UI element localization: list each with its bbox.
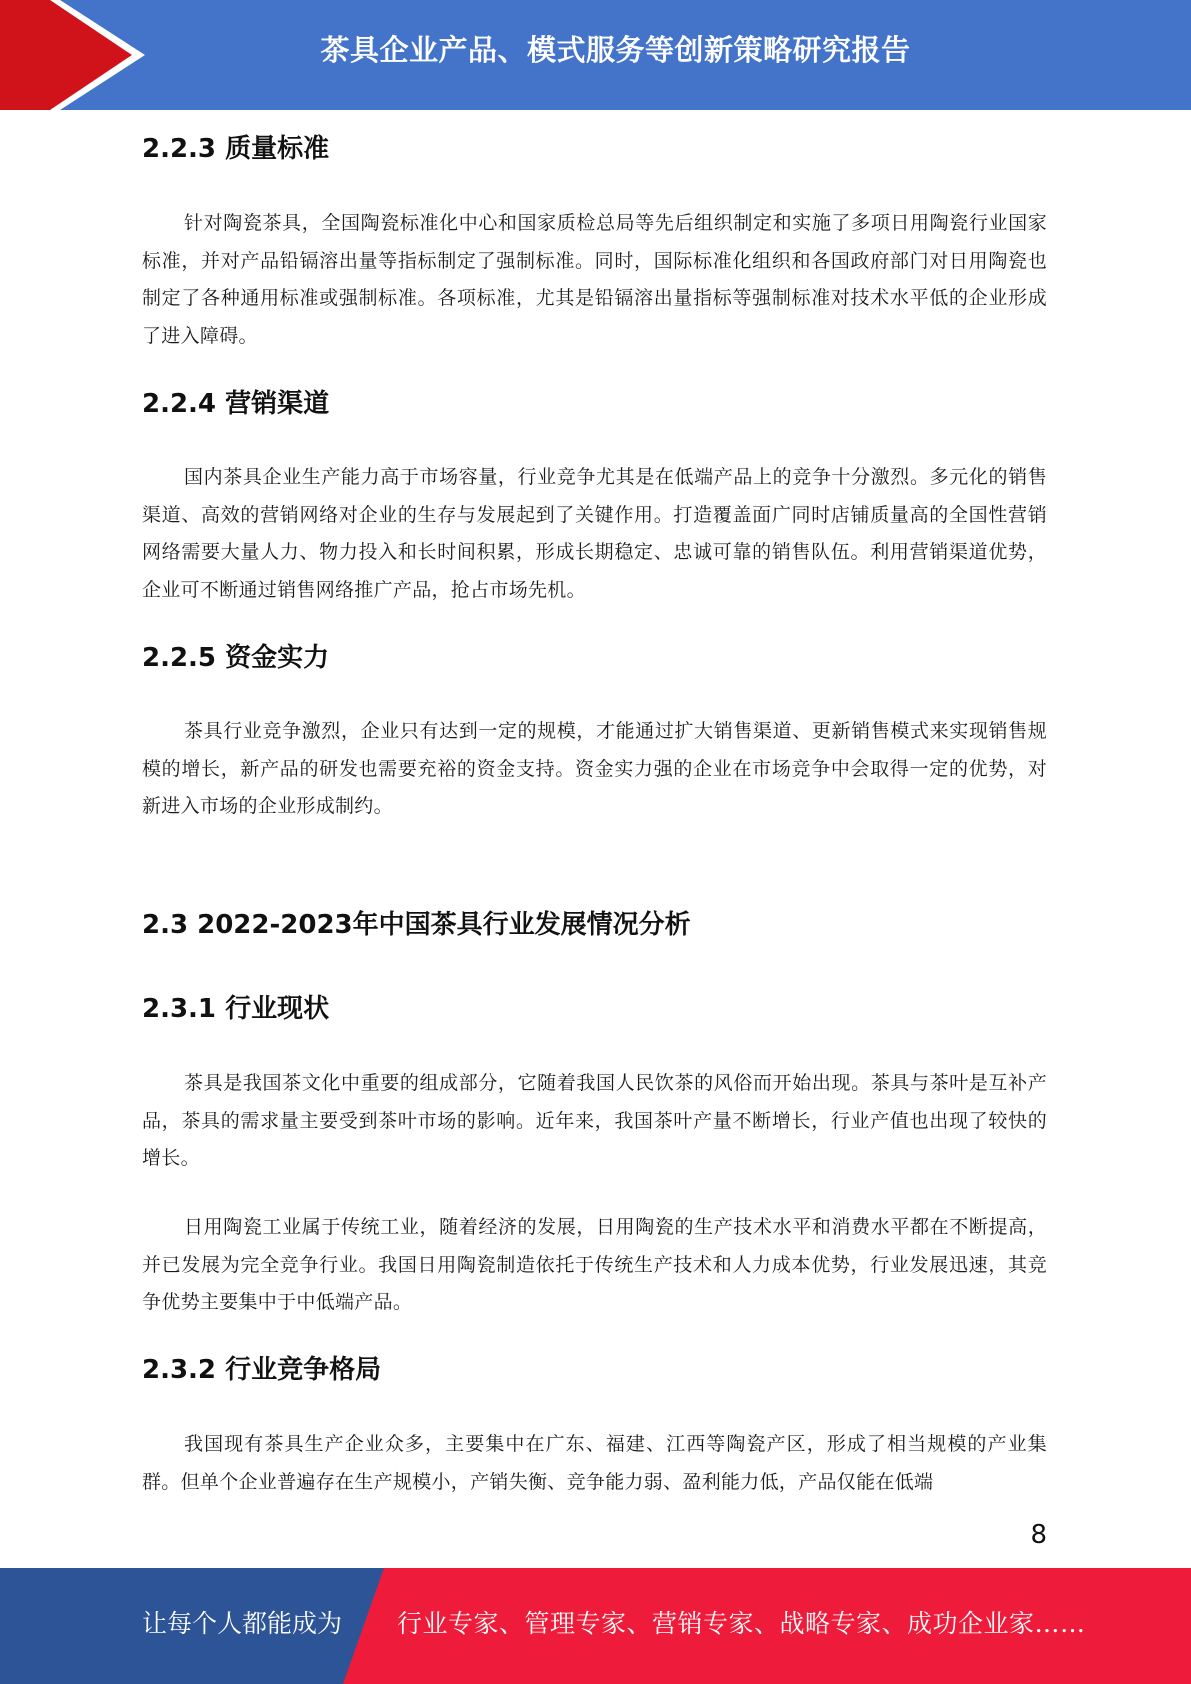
page-header (0, 0, 1191, 110)
footer-slogan-right: 行业专家、管理专家、营销专家、战略专家、成功企业家…… (397, 1609, 1086, 1638)
paragraph-2-2-5: 茶具行业竞争激烈，企业只有达到一定的规模，才能通过扩大销售渠道、更新销售模式来实现销售规模的增长，新产品的研发也需要充裕的资金支持。资金实力强的企业在市场竞争中会取得一定的优势，对新进入市场的企业形成制约。 (142, 720, 1047, 817)
page-number: 8 (1030, 1520, 1047, 1550)
report-title: 茶具企业产品、模式服务等创新策略研究报告 (320, 33, 911, 67)
heading-2-2-3: 2.2.3 质量标准 (142, 134, 330, 164)
heading-2-3-1: 2.3.1 行业现状 (142, 994, 330, 1024)
heading-2-2-4: 2.2.4 营销渠道 (142, 389, 330, 419)
heading-2-3: 2.3 2022-2023年中国茶具行业发展情况分析 (142, 910, 691, 940)
page-footer (0, 1568, 1191, 1684)
paragraph-2-2-4: 国内茶具企业生产能力高于市场容量，行业竞争尤其是在低端产品上的竞争十分激烈。多元化的销售渠道、高效的营销网络对企业的生存与发展起到了关键作用。打造覆盖面广同时店铺质量高的全国性营销网络需要大量人力、物力投入和长时间积累，形成长期稳定、忠诚可靠的销售队伍。利用营销渠道优势，企业可不断通过销售网络推广产品，抢占市场先机。 (142, 466, 1047, 601)
paragraph-2-2-3: 针对陶瓷茶具，全国陶瓷标准化中心和国家质检总局等先后组织制定和实施了多项日用陶瓷行业国家标准，并对产品铅镉溶出量等指标制定了强制标准。同时，国际标准化组织和各国政府部门对日用陶瓷也制定了各种通用标准或强制标准。各项标准，尤其是铅镉溶出量指标等强制标准对技术水平低的企业形成了进入障碍。 (142, 212, 1047, 347)
footer-slogan-left: 让每个人都能成为 (142, 1609, 343, 1638)
paragraph-2-3-2: 我国现有茶具生产企业众多，主要集中在广东、福建、江西等陶瓷产区，形成了相当规模的产业集群。但单个企业普遍存在生产规模小，产销失衡、竞争能力弱、盈利能力低，产品仅能在低端 (142, 1433, 1047, 1493)
heading-2-2-5: 2.2.5 资金实力 (142, 643, 330, 673)
paragraph-2-3-1-b: 日用陶瓷工业属于传统工业，随着经济的发展，日用陶瓷的生产技术水平和消费水平都在不断提高，并已发展为完全竞争行业。我国日用陶瓷制造依托于传统生产技术和人力成本优势，行业发展迅速，其竞争优势主要集中于中低端产品。 (142, 1216, 1047, 1313)
paragraph-2-3-1-a: 茶具是我国茶文化中重要的组成部分，它随着我国人民饮茶的风俗而开始出现。茶具与茶叶是互补产品，茶具的需求量主要受到茶叶市场的影响。近年来，我国茶叶产量不断增长，行业产值也出现了较快的增长。 (142, 1072, 1047, 1169)
heading-2-3-2: 2.3.2 行业竞争格局 (142, 1355, 382, 1385)
